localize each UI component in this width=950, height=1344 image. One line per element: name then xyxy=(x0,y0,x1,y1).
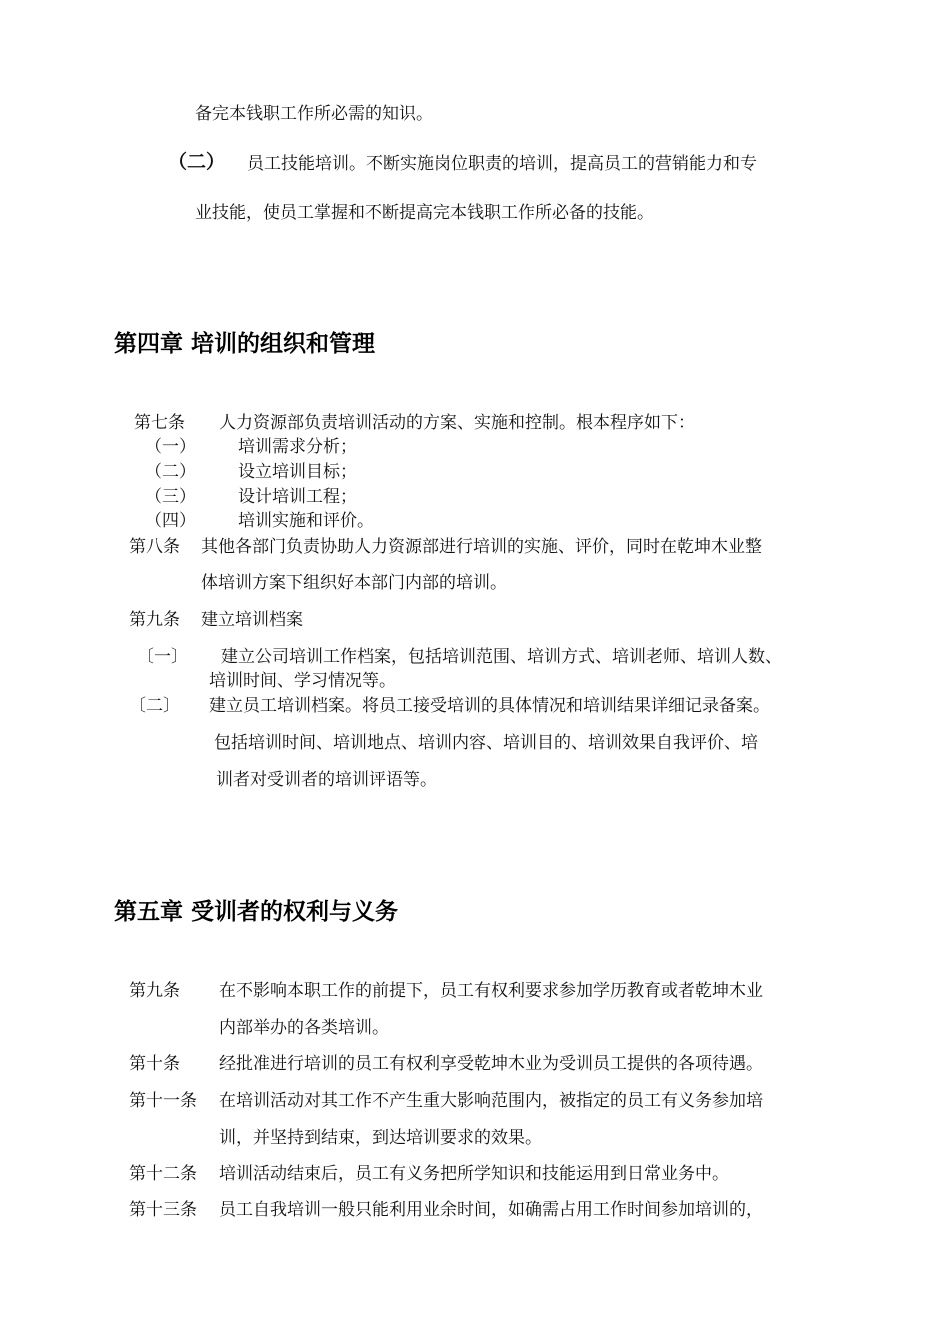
chapter-5-article-line-1: 员工自我培训一般只能利用业余时间，如确需占用工作时间参加培训的， xyxy=(219,1200,763,1220)
article-9-item-2-number: 〔二〕 xyxy=(129,696,180,716)
chapter-5-article-number: 第九条 xyxy=(129,981,180,1001)
intro-item-2-line-2: 业技能，使员工掌握和不断提高完本钱职工作所必备的技能。 xyxy=(195,203,654,223)
chapter-5-article-number: 第十一条 xyxy=(129,1091,197,1111)
article-7-item-2-number: （二） xyxy=(145,462,196,482)
article-8-line-2: 体培训方案下组织好本部门内部的培训。 xyxy=(201,573,507,593)
article-7-number: 第七条 xyxy=(134,413,185,433)
article-8-line-1: 其他各部门负责协助人力资源部进行培训的实施、评价，同时在乾坤木业整 xyxy=(201,537,762,557)
article-7-item-1-text: 培训需求分析； xyxy=(238,437,357,457)
article-7-item-3-number: （三） xyxy=(145,487,196,507)
article-7-item-3-text: 设计培训工程； xyxy=(238,487,357,507)
intro-line-1: 备完本钱职工作所必需的知识。 xyxy=(195,104,433,124)
article-7-item-2-text: 设立培训目标； xyxy=(238,462,357,482)
article-9-item-1-line-2: 培训时间、学习情况等。 xyxy=(209,671,396,691)
article-9-item-2-line-2: 包括培训时间、培训地点、培训内容、培训目的、培训效果自我评价、培 xyxy=(214,733,758,753)
article-9-text: 建立培训档案 xyxy=(201,610,303,630)
chapter-5-article-line-1: 培训活动结束后，员工有义务把所学知识和技能运用到日常业务中。 xyxy=(219,1164,729,1184)
article-7-text: 人力资源部负责培训活动的方案、实施和控制。根本程序如下： xyxy=(219,413,695,433)
article-9-item-2-line-1: 建立员工培训档案。将员工接受培训的具体情况和培训结果详细记录备案。 xyxy=(209,696,770,716)
article-7-item-4-text: 培训实施和评价。 xyxy=(238,511,374,531)
chapter-5-article-line-2: 训，并坚持到结束，到达培训要求的效果。 xyxy=(219,1128,542,1148)
chapter-5-article-line-1: 在培训活动对其工作不产生重大影响范围内，被指定的员工有义务参加培 xyxy=(219,1091,763,1111)
chapter-5-article-line-1: 经批准进行培训的员工有权利享受乾坤木业为受训员工提供的各项待遇。 xyxy=(219,1054,763,1074)
chapter-5-article-number: 第十二条 xyxy=(129,1164,197,1184)
chapter-5-article-number: 第十三条 xyxy=(129,1200,197,1220)
intro-item-2-line-1: 员工技能培训。不断实施岗位职责的培训，提高员工的营销能力和专 xyxy=(247,154,757,174)
article-9-item-1-line-1: 建立公司培训工作档案，包括培训范围、培训方式、培训老师、培训人数、 xyxy=(221,647,782,667)
chapter-5-heading: 第五章 受训者的权利与义务 xyxy=(114,899,399,925)
article-7-item-1-number: （一） xyxy=(145,437,196,457)
chapter-5-article-number: 第十条 xyxy=(129,1054,180,1074)
article-9-item-1-number: 〔一〕 xyxy=(137,647,188,667)
article-8-number: 第八条 xyxy=(129,537,180,557)
intro-item-2-number: （二） xyxy=(168,151,226,173)
article-7-item-4-number: （四） xyxy=(145,511,196,531)
chapter-4-heading: 第四章 培训的组织和管理 xyxy=(114,331,376,357)
chapter-5-article-line-2: 内部举办的各类培训。 xyxy=(219,1018,389,1038)
chapter-5-article-line-1: 在不影响本职工作的前提下，员工有权利要求参加学历教育或者乾坤木业 xyxy=(219,981,763,1001)
article-9-number: 第九条 xyxy=(129,610,180,630)
article-9-item-2-line-3: 训者对受训者的培训评语等。 xyxy=(216,770,437,790)
